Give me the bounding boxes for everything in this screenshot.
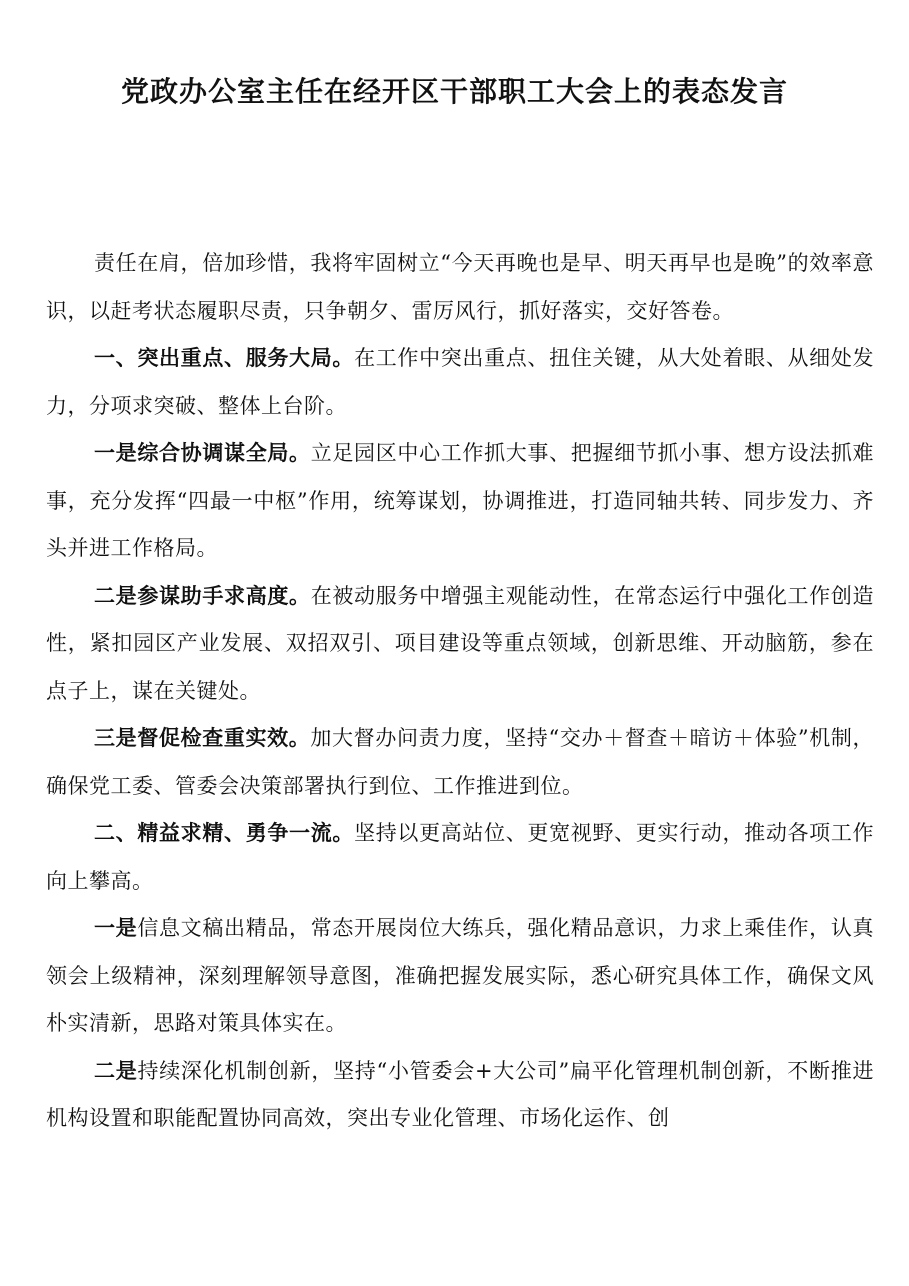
paragraph-text: 在被动服务中增强主观能动性，在常态运行中强化工作创造性，紧扣园区产业发展、双招双引、项目建设等重点领域，创新思维、开动脑筋，参在点子上，谋在关键处。 — [46, 583, 875, 703]
paragraph-section-one — [46, 335, 874, 430]
document-body — [46, 240, 874, 1143]
paragraph-lead: 一是 — [94, 916, 138, 940]
paragraph-point-1 — [46, 430, 874, 573]
paragraph-text: 加大督办问责力度，坚持“交办＋督查＋暗访＋体验”机制，确保党工委、管委会决策部署执行到位、工作推进到位。 — [46, 726, 874, 798]
paragraph-lead: 一、突出重点、服务大局。 — [94, 346, 355, 370]
paragraph-text: 坚持以更高站位、更宽视野、更实行动，推动各项工作向上攀高。 — [46, 821, 875, 893]
paragraph-lead: 二是 — [94, 1058, 138, 1083]
paragraph-text: 立足园区中心工作抓大事、把握细节抓小事、想方设法抓难事，充分发挥“四最一中枢”作用，统筹谋划，协调推进，打造同轴共转、同步发力、齐头并进工作格局。 — [46, 441, 875, 560]
paragraph-section-two — [46, 810, 874, 905]
paragraph-text: 在工作中突出重点、扭住关键，从大处着眼、从细处发力，分项求突破、整体上台阶。 — [46, 346, 875, 418]
paragraph-text: 信息文稿出精品，常态开展岗位大练兵，强化精品意识，力求上乘佳作，认真领会上级精神，深刻理解领导意图，准确把握发展实际，悉心研究具体工作，确保文风朴实清新，思路对策具体实在。 — [46, 916, 874, 1035]
document-title: 党政办公室主任在经开区干部职工大会上的表态发言 — [120, 75, 788, 108]
paragraph-intro — [46, 240, 874, 335]
paragraph-text: 持续深化机制创新，坚持“小管委会+大公司”扁平化管理机制创新，不断推进机构设置和职能配置协同高效，突出专业化管理、市场化运作、创 — [46, 1058, 874, 1130]
paragraph-point-4 — [46, 905, 874, 1048]
paragraph-lead: 一是综合协调谋全局。 — [94, 441, 311, 465]
paragraph-lead: 二、精益求精、勇争一流。 — [94, 821, 355, 845]
paragraph-lead: 三是督促检查重实效。 — [94, 726, 311, 750]
paragraph-text: 责任在肩，倍加珍惜，我将牢固树立“今天再晚也是早、明天再早也是晚”的效率意识，以赶考状态履职尽责，只争朝夕、雷厉风行，抓好落实，交好答卷。 — [46, 251, 874, 323]
paragraph-point-5 — [46, 1048, 874, 1143]
paragraph-lead: 二是参谋助手求高度。 — [94, 583, 311, 608]
paragraph-point-2 — [46, 573, 874, 716]
paragraph-point-3 — [46, 715, 874, 810]
